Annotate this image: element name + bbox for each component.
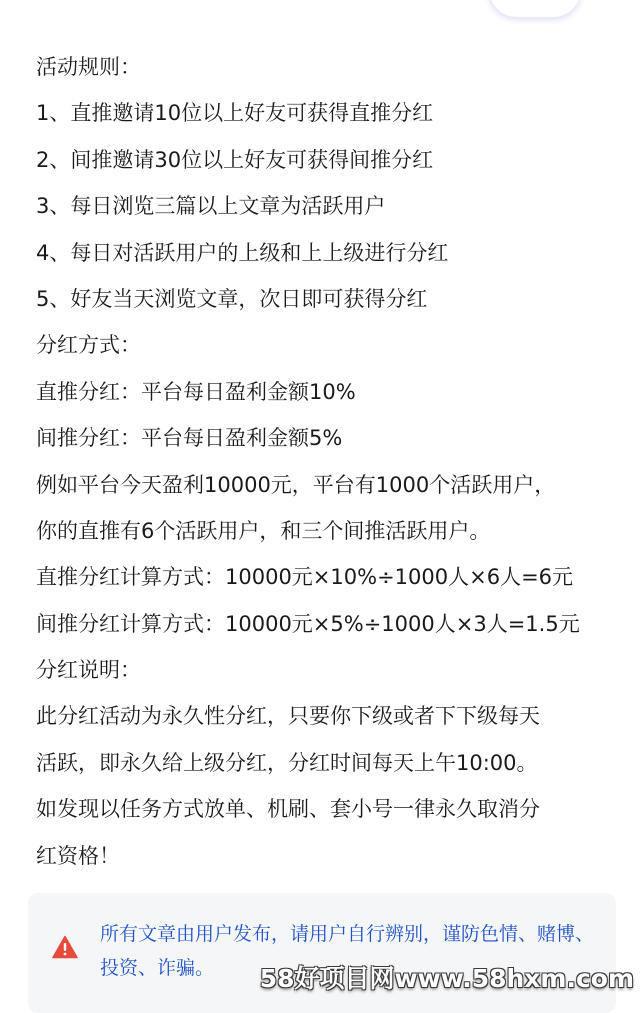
warning-icon [52, 935, 78, 959]
notice-text: 所有文章由用户发布，请用户自行辨别，谨防色情、赌博、投资、诈骗。 [100, 923, 595, 979]
method-example-line-2: 你的直推有6个活跃用户，和三个间推活跃用户。 [36, 518, 491, 543]
rule-item: 5、好友当天浏览文章，次日即可获得分红 [36, 286, 428, 311]
method-direct: 直推分红：平台每日盈利金额10% [36, 379, 356, 404]
rule-item: 1、直推邀请10位以上好友可获得直推分红 [36, 101, 434, 126]
method-indirect-calc: 间推分红计算方式：10000元×5%÷1000人×3人=1.5元 [36, 611, 580, 636]
rules-content [36, 50, 624, 885]
method-example-line-1: 例如平台今天盈利10000元，平台有1000个活跃用户， [36, 472, 556, 497]
rule-item: 3、每日浏览三篇以上文章为活跃用户 [36, 194, 386, 219]
site-watermark: 58好项目网www.58hxm.com [259, 964, 634, 993]
method-direct-calc: 直推分红计算方式：10000元×10%÷1000人×6人=6元 [36, 565, 574, 590]
explanation-line-1: 此分红活动为永久性分红，只要你下级或者下下级每天 [36, 704, 540, 729]
explanation-title: 分红说明： [36, 658, 141, 683]
method-indirect: 间推分红：平台每日盈利金额5% [36, 426, 343, 451]
top-round-button[interactable] [488, 0, 582, 18]
notice-box [28, 893, 616, 1013]
rule-item: 4、每日对活跃用户的上级和上上级进行分红 [36, 240, 449, 265]
rule-item: 2、间推邀请30位以上好友可获得间推分红 [36, 147, 434, 172]
method-title: 分红方式： [36, 333, 141, 358]
explanation-line-3: 如发现以任务方式放单、机刷、套小号一律永久取消分 [36, 797, 540, 822]
rules-title: 活动规则： [36, 55, 141, 79]
explanation-line-2: 活跃，即永久给上级分红，分红时间每天上午10:00。 [36, 750, 538, 775]
explanation-line-4: 红资格！ [36, 843, 120, 868]
